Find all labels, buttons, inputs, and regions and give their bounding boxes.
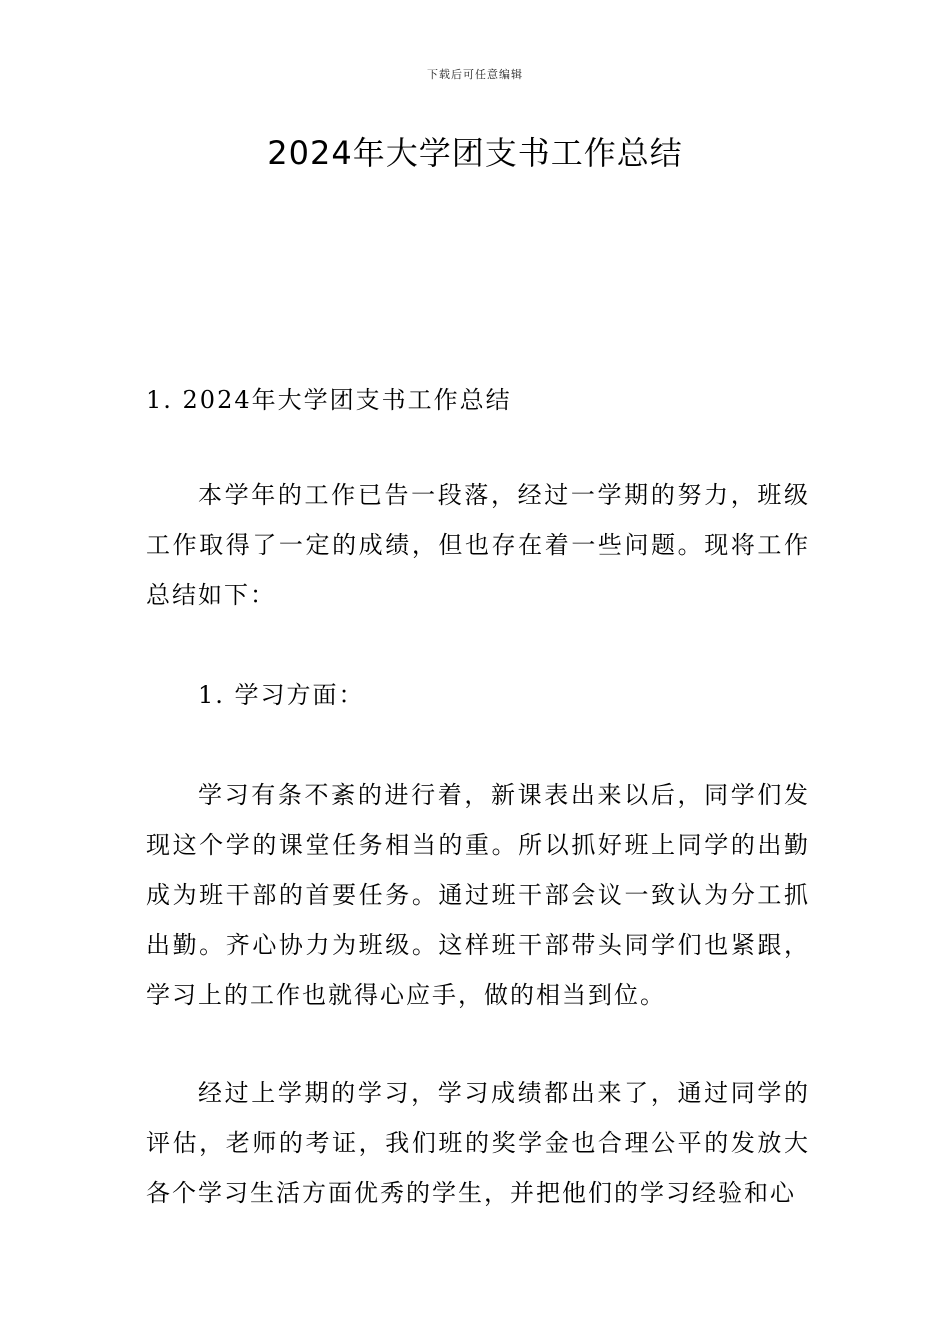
section-heading: 1. 2024年大学团支书工作总结 (146, 386, 512, 414)
study-paragraph-2: 经过上学期的学习，学习成绩都出来了，通过同学的评估，老师的考证，我们班的奖学金也合理公平的发放大各个学习生活方面优秀的学生，并把他们的学习经验和心 (146, 1079, 810, 1207)
document-title: 2024年大学团支书工作总结 (267, 134, 683, 172)
study-paragraph-1: 学习有条不紊的进行着，新课表出来以后，同学们发现这个学的课堂任务相当的重。所以抓好班上同学的出勤成为班干部的首要任务。通过班干部会议一致认为分工抓出勤。齐心协力为班级。这样班干部带头同学们也紧跟，学习上的工作也就得心应手，做的相当到位。 (146, 781, 810, 1009)
subsection-heading: 1. 学习方面： (198, 681, 365, 709)
header-note: 下载后可任意编辑 (427, 68, 523, 81)
intro-paragraph: 本学年的工作已告一段落，经过一学期的努力，班级工作取得了一定的成绩，但也存在着一些问题。现将工作总结如下： (146, 481, 810, 609)
